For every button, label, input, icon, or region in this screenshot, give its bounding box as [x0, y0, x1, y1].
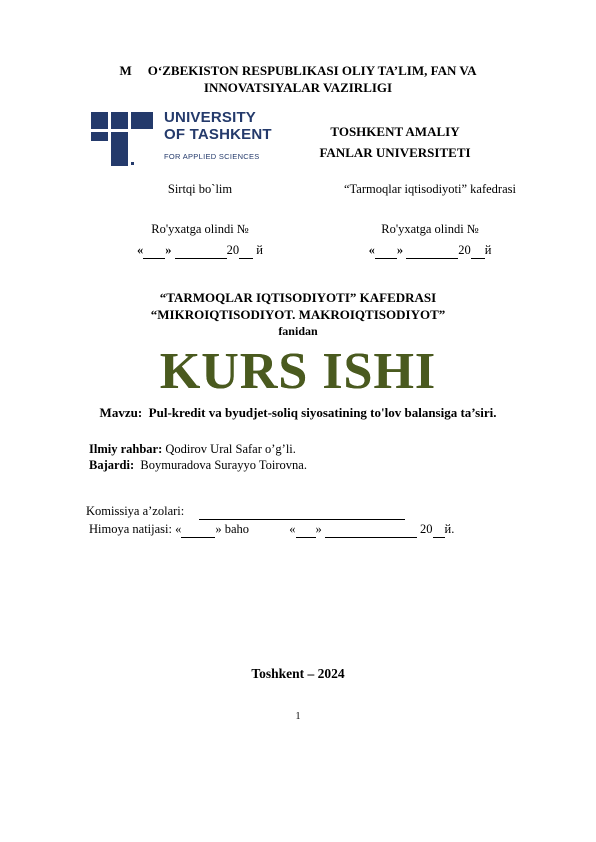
commission-label: Komissiya a’zolari: [86, 504, 185, 518]
topic-text: Pul-kredit va byudjet-soliq siyosatining to'lov balansiga ta’siri. [148, 405, 497, 420]
logo-line-1: UNIVERSITY [164, 109, 257, 126]
header-letter: M [119, 63, 132, 78]
supervisor-line [89, 441, 296, 457]
logo-line-2: OF TASHKENT [164, 126, 272, 143]
ministry-line-1 [0, 62, 596, 79]
left-registration-label: Ro'yxatga olindi № [151, 222, 249, 236]
defense-month-blank[interactable] [325, 521, 417, 538]
page-number: 1 [295, 711, 301, 722]
city-year: Toshkent – 2024 [251, 666, 345, 681]
supervisor-name: Qodirov Ural Safar o’g’li. [165, 442, 296, 456]
defense-label: Himoya natijasi: « [89, 522, 182, 536]
logo-text [164, 109, 272, 162]
topic-line [0, 405, 596, 421]
subject-suffix: fanidan [278, 324, 318, 338]
right-department: “Tarmoqlar iqtisodiyoti” kafedrasi [344, 182, 516, 196]
logo-line-3: FOR APPLIED SCIENCES [164, 152, 260, 161]
right-registration-label: Ro'yxatga olindi № [381, 222, 479, 236]
author-label: Bajardi: [89, 458, 135, 472]
supervisor-label: Ilmiy rahbar: [89, 442, 163, 456]
ministry-header [0, 62, 596, 96]
logo-grid-icon [91, 112, 153, 166]
author-name: Boymuradova Surayyo Toirovna. [140, 458, 307, 472]
subject-title: “MIKROIQTISODIYOT. MAKROIQTISODIYOT” [150, 307, 446, 322]
university-logo [91, 109, 276, 167]
grade-blank[interactable] [181, 521, 215, 538]
defense-year-blank[interactable] [433, 521, 445, 538]
department-title: “TARMOQLAR IQTISODIYOTI” KAFEDRASI [159, 290, 437, 305]
university-name-line-2: FANLAR UNIVERSITETI [319, 145, 471, 160]
main-title: KURS ISHI [159, 343, 437, 400]
author-line [89, 457, 307, 473]
university-name-line-1: TOSHKENT AMALIY [330, 124, 460, 139]
commission-line [86, 503, 405, 520]
commission-blank[interactable] [199, 503, 405, 520]
ministry-name-line-2: INNOVATSIYALAR VAZIRLIGI [203, 80, 393, 95]
left-department: Sirtqi bo`lim [167, 182, 233, 196]
ministry-name-line-1: O‘ZBEKISTON RESPUBLIKASI OLIY TA’LIM, FAN VA [147, 63, 477, 78]
left-registration-date: « » 20 й [137, 243, 263, 257]
defense-line: Himoya natijasi: « » baho « » 20 й. [89, 522, 455, 536]
right-registration-date: « » 20 й [368, 243, 492, 257]
subject-block [0, 289, 596, 340]
topic-label: Mavzu: [99, 405, 143, 420]
university-name [300, 121, 490, 163]
defense-day-blank[interactable] [296, 521, 316, 538]
